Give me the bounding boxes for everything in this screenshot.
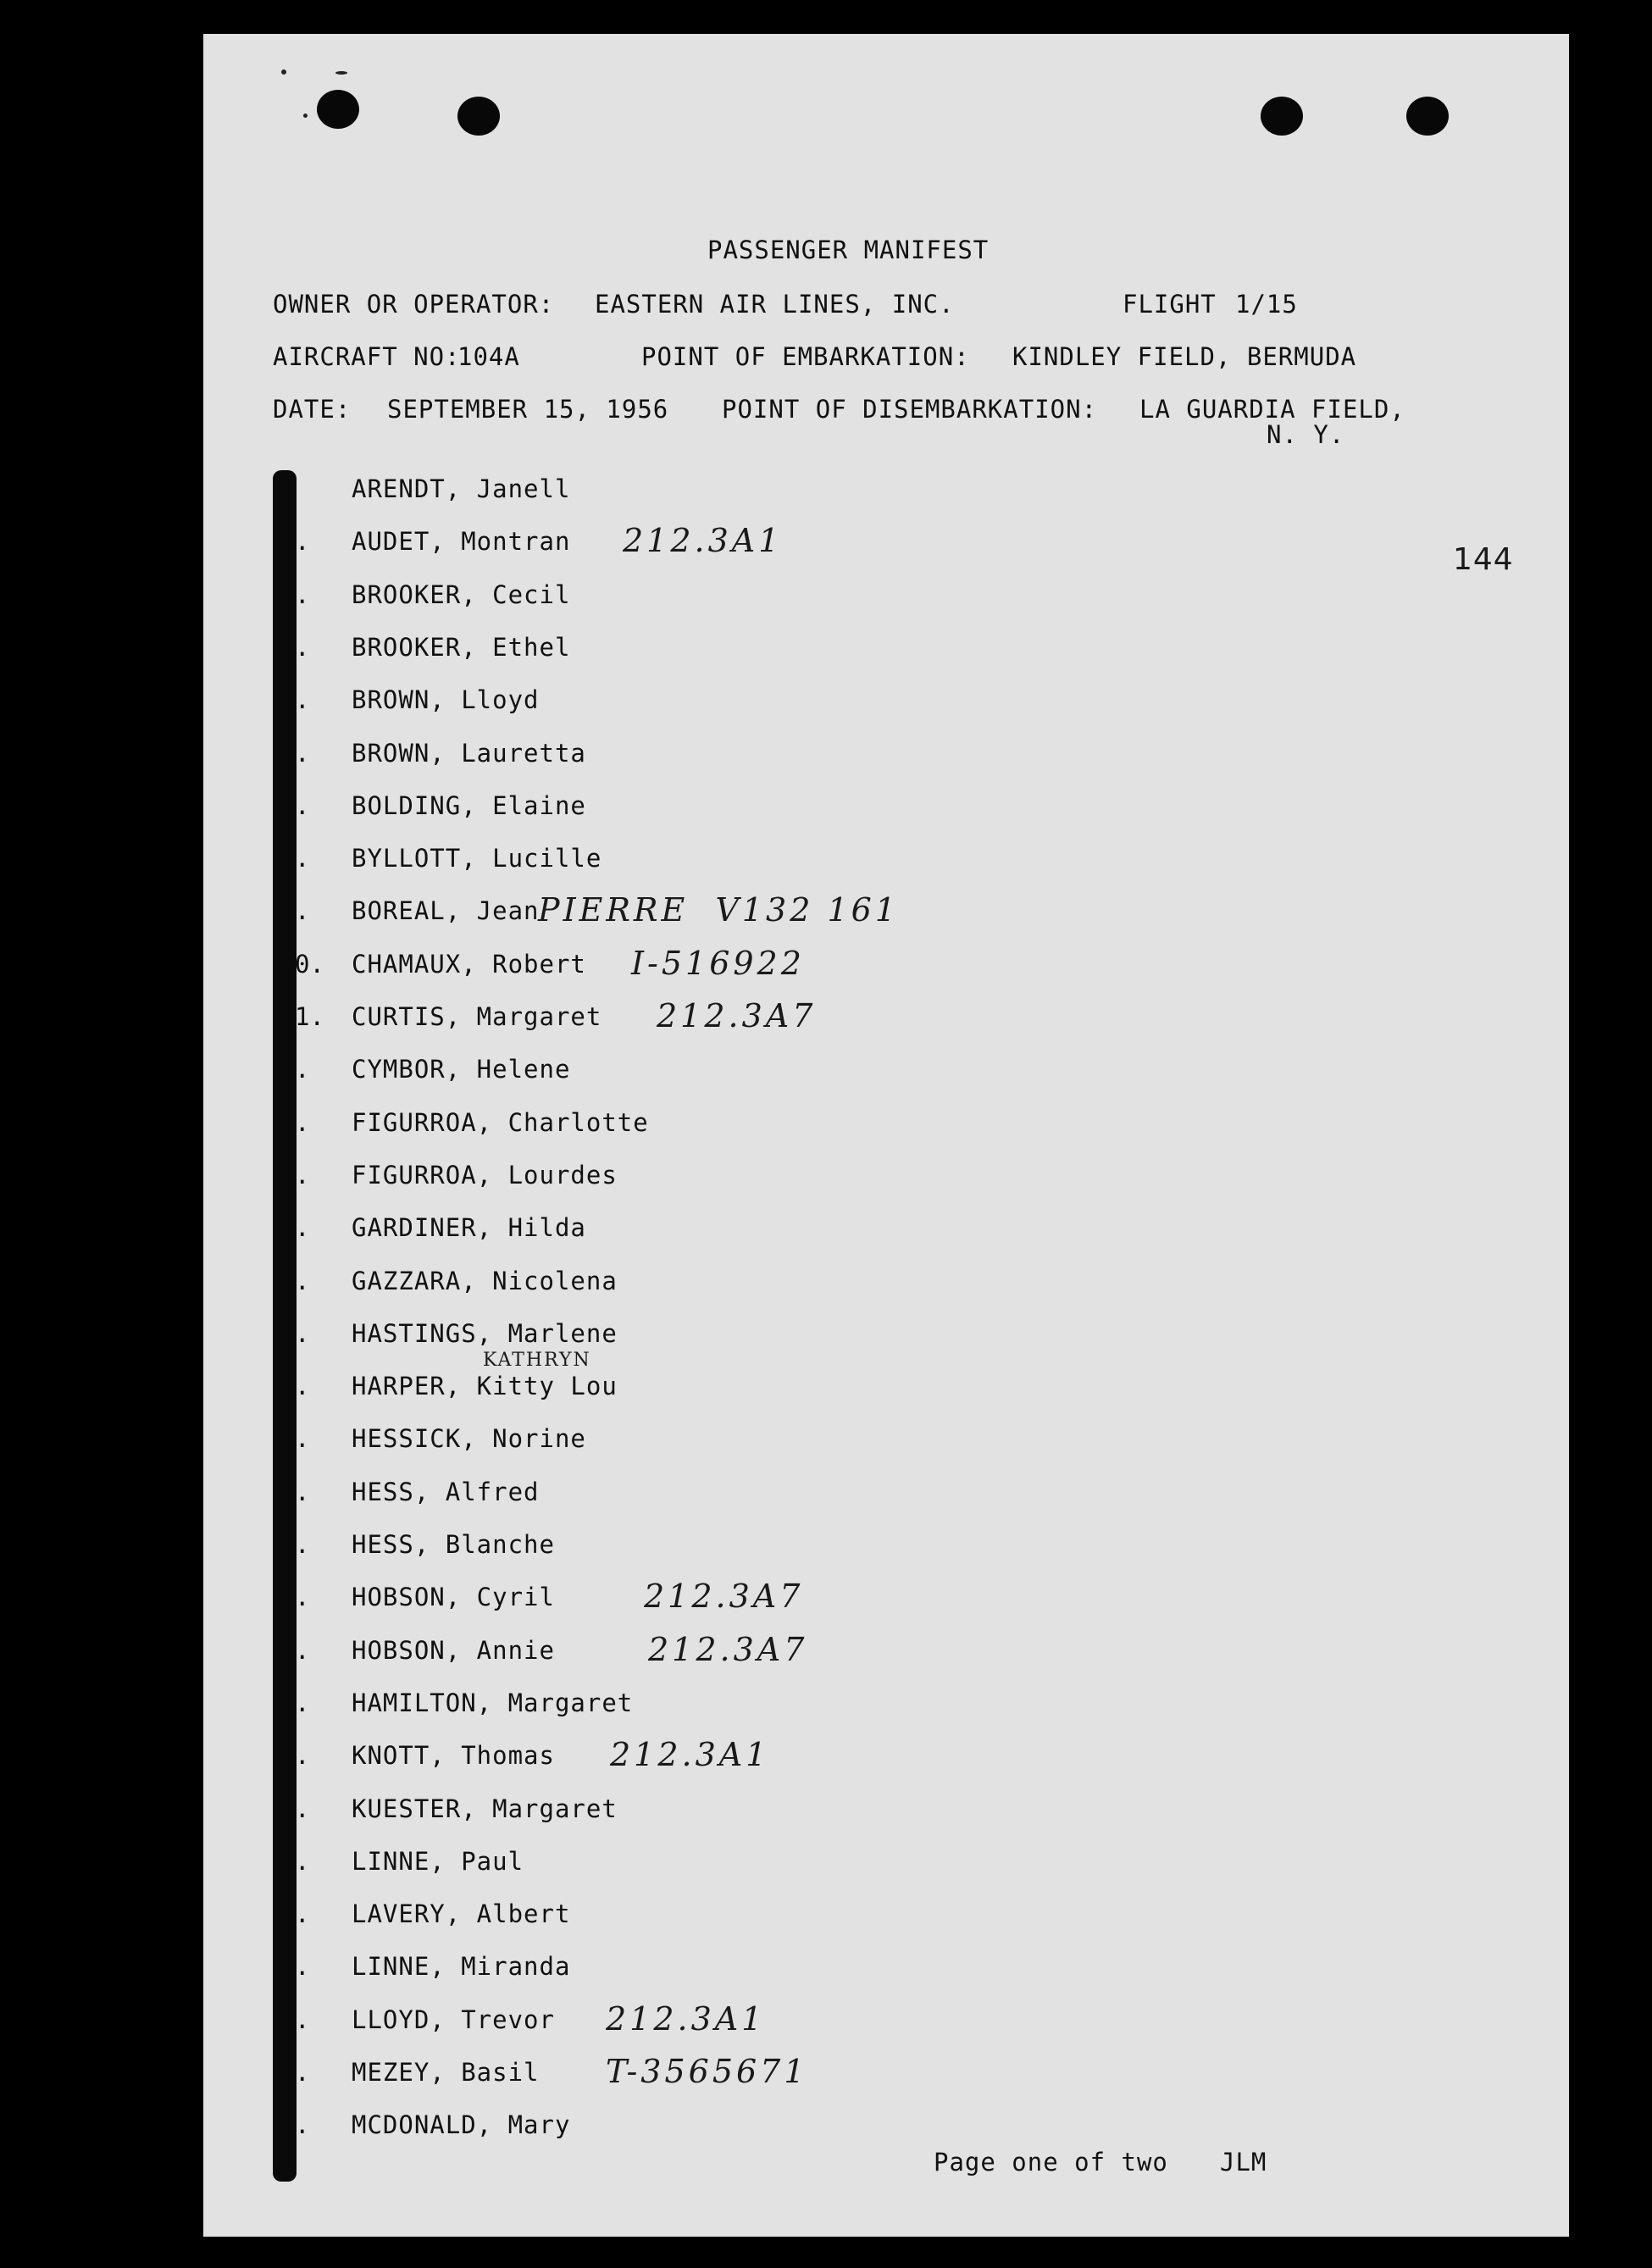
disembarkation-label: POINT OF DISEMBARKATION:	[722, 395, 1098, 424]
handwritten-note: 212.3A7	[648, 1630, 808, 1668]
punch-hole	[457, 97, 500, 136]
handwritten-note: I-516922	[631, 944, 805, 982]
punch-hole	[1261, 97, 1303, 136]
passenger-name: GARDINER, Hilda	[352, 1213, 586, 1243]
passenger-number: .	[295, 844, 310, 873]
embarkation-value: KINDLEY FIELD, BERMUDA	[1012, 342, 1357, 371]
passenger-name: LINNE, Miranda	[352, 1952, 571, 1982]
passenger-number: .	[295, 1160, 310, 1189]
passenger-number: .	[295, 527, 310, 557]
passenger-number: .	[295, 632, 310, 662]
passenger-name: HOBSON, Annie	[352, 1635, 555, 1665]
passenger-name: BROOKER, Ethel	[352, 632, 571, 662]
passenger-number: .	[295, 738, 310, 768]
passenger-number: .	[295, 2005, 310, 2034]
passenger-number: .	[295, 1635, 310, 1665]
handwritten-note: 212.3A1	[623, 522, 783, 560]
passenger-name: KUESTER, Margaret	[352, 1794, 618, 1823]
passenger-number: .	[295, 579, 310, 609]
aircraft-label: AIRCRAFT NO:	[273, 342, 461, 371]
passenger-name: HESS, Blanche	[352, 1530, 555, 1559]
passenger-name: HAMILTON, Margaret	[352, 1688, 634, 1717]
ink-speck	[281, 69, 286, 75]
handwritten-note: 212.3A1	[610, 1736, 770, 1774]
handwritten-note: T-3565671	[606, 2053, 808, 2090]
passenger-name: HESS, Alfred	[352, 1477, 540, 1506]
passenger-number: .	[295, 1583, 310, 1612]
flight-value: 1/15	[1235, 290, 1298, 319]
binder-strip	[273, 470, 297, 2182]
passenger-number: .	[295, 896, 310, 926]
passenger-name: LLOYD, Trevor	[352, 2005, 555, 2034]
passenger-name: MCDONALD, Mary	[352, 2110, 571, 2140]
date-value: SEPTEMBER 15, 1956	[387, 395, 669, 424]
passenger-number: .	[295, 1213, 310, 1243]
page-number: 144	[1453, 542, 1514, 577]
passenger-name: BROWN, Lauretta	[352, 738, 586, 768]
passenger-name: HARPER, Kitty Lou	[352, 1372, 618, 1401]
passenger-number: .	[295, 1899, 310, 1929]
handwritten-note: KATHRYN	[483, 1350, 591, 1372]
flight-label: FLIGHT	[1123, 290, 1217, 319]
handwritten-note: 212.3A1	[606, 1999, 766, 2038]
passenger-name: MEZEY, Basil	[352, 2058, 540, 2087]
manifest-sheet	[203, 34, 1569, 2237]
handwritten-note: 212.3A7	[657, 997, 817, 1034]
disembarkation-value: LA GUARDIA FIELD,	[1139, 395, 1405, 424]
owner-label: OWNER OR OPERATOR:	[273, 290, 555, 319]
passenger-number: 1.	[295, 1002, 324, 1031]
passenger-name: AUDET, Montran	[352, 527, 571, 557]
passenger-number: .	[295, 1107, 310, 1137]
embarkation-label: POINT OF EMBARKATION:	[641, 342, 970, 371]
passenger-number: .	[295, 1424, 310, 1454]
passenger-name: BROWN, Lloyd	[352, 685, 540, 715]
passenger-number: .	[295, 685, 310, 715]
ink-speck	[335, 71, 347, 75]
owner-value: EASTERN AIR LINES, INC.	[595, 290, 955, 319]
passenger-number: .	[295, 1846, 310, 1876]
passenger-name: BOREAL, Jean	[352, 896, 540, 926]
passenger-name: HOBSON, Cyril	[352, 1583, 555, 1612]
passenger-number: 0.	[295, 949, 324, 979]
passenger-number: .	[295, 1477, 310, 1506]
passenger-number: .	[295, 1318, 310, 1348]
passenger-number: .	[295, 1952, 310, 1982]
passenger-name: LAVERY, Albert	[352, 1899, 571, 1929]
handwritten-note: PIERRE V132 161	[538, 891, 900, 929]
ink-speck	[303, 114, 308, 118]
passenger-number: .	[295, 1055, 310, 1084]
passenger-name: CURTIS, Margaret	[352, 1002, 602, 1031]
passenger-name: CHAMAUX, Robert	[352, 949, 586, 979]
passenger-name: FIGURROA, Lourdes	[352, 1160, 618, 1189]
footer-initials: JLM	[1220, 2148, 1267, 2177]
passenger-number: .	[295, 1266, 310, 1295]
punch-hole	[1406, 97, 1449, 136]
footer-page-text: Page one of two	[934, 2148, 1168, 2177]
passenger-name: GAZZARA, Nicolena	[352, 1266, 618, 1295]
passenger-number: .	[295, 790, 310, 820]
handwritten-note: 212.3A7	[644, 1578, 804, 1616]
passenger-number: .	[295, 1794, 310, 1823]
passenger-name: HESSICK, Norine	[352, 1424, 586, 1454]
passenger-name: CYMBOR, Helene	[352, 1055, 571, 1084]
passenger-number: .	[295, 1688, 310, 1717]
passenger-name: KNOTT, Thomas	[352, 1741, 555, 1771]
passenger-number: .	[295, 2058, 310, 2087]
passenger-name: BROOKER, Cecil	[352, 579, 571, 609]
date-label: DATE:	[273, 395, 352, 424]
aircraft-value: 104A	[457, 342, 520, 371]
passenger-number: .	[295, 1372, 310, 1401]
passenger-name: BOLDING, Elaine	[352, 790, 586, 820]
passenger-name: HASTINGS, Marlene	[352, 1318, 618, 1348]
passenger-number: .	[295, 2110, 310, 2140]
manifest-title: PASSENGER MANIFEST	[707, 236, 990, 264]
disembarkation-value-line2: N. Y.	[1267, 420, 1345, 449]
passenger-number: .	[295, 1741, 310, 1771]
punch-hole	[317, 90, 359, 129]
passenger-number: .	[295, 1530, 310, 1559]
passenger-name: ARENDT, Janell	[352, 474, 571, 503]
passenger-name: LINNE, Paul	[352, 1846, 524, 1876]
passenger-name: FIGURROA, Charlotte	[352, 1107, 649, 1137]
passenger-name: BYLLOTT, Lucille	[352, 844, 602, 873]
